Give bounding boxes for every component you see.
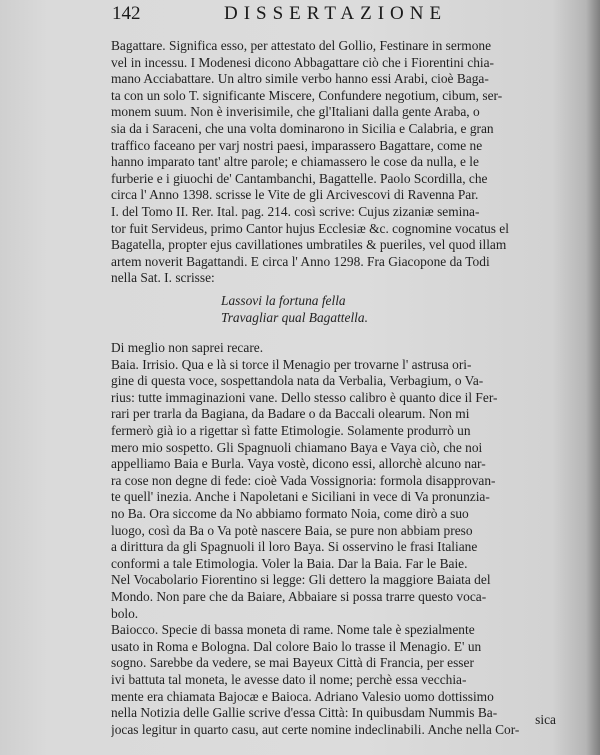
text-line: monem suum. Non è inverisimile, che gl'Italiani dalla gente Araba, o [111, 104, 480, 120]
text-line: bolo. [111, 605, 139, 621]
text-line: hanno imparato tant' altre parole; e chiamassero le cose da nulla, e le [111, 154, 479, 170]
text-line: Mondo. Non pare che da Baiare, Abbaiare si possa trarre questo voca- [111, 589, 487, 604]
text-line: luogo, così da Ba o Va potè nascere Baia, se pure non abbiam preso [111, 522, 473, 538]
catchword: sica [535, 712, 556, 727]
text-line: artem noverit Bagattandi. E circa l' Anno 1298. Fra Giacopone da Todi [111, 253, 490, 269]
text-line: Bagattare. Significa esso, per attestato del Gollio, Festinare in sermone [111, 38, 492, 53]
text-line: conformi a tale Etimologia. Voler la Baia. Dar la Baia. Far le Baie. [111, 555, 468, 571]
text-line: mente era chiamata Bajocæ e Baioca. Adriano Valesio uomo dottissimo [111, 688, 494, 704]
text-line: a dirittura da gli Spagnuoli il loro Baya. Si osservino le frasi Italiane [111, 539, 478, 555]
text-line: nella Sat. I. scrisse: [111, 270, 215, 286]
text-line: appelliamo Baia e Burla. Vaya vostè, dicono essi, allorchè alcuno nar- [111, 456, 486, 472]
text-line: Baia. Irrisio. Qua e là si torce il Menagio per trovarne l' astrusa ori- [111, 356, 472, 372]
text-line: te quell' inezia. Anche i Napoletani e Siciliani in vece di Va pronunzia- [111, 489, 490, 505]
verse-line: Lassovi la fortuna fella [221, 292, 346, 308]
text-line: usato in Roma e Bologna. Dal colore Baio lo trasse il Menagio. E' un [111, 638, 482, 654]
text-line: Bagatella, propter ejus cavillationes umbratiles & pueriles, vel quod illam [111, 237, 507, 253]
text-line: fermerò già io a rigettar sì fatte Etimologie. Solamente produrrò un [111, 423, 471, 439]
text-line: mero mio sospetto. Gli Spagnuoli chiamano Baya e Vaya ciò, che noi [111, 439, 483, 455]
page-shadow-edge [586, 0, 600, 755]
text-line: ta con un solo T. significante Miscere, Confundere negotium, cibum, ser- [111, 87, 503, 103]
page-body [111, 38, 556, 738]
text-line: jocas legitur in quarto casu, aut certe nomine indeclinabili. Anche nella Cor- [111, 721, 520, 737]
text-line: traffico faceano per varj nostri paesi, imparassero Bagattare, come ne [111, 137, 483, 153]
text-line: nella Notizia delle Gallie scrive d'essa Città: In quibusdam Nummis Ba- [111, 705, 498, 721]
text-line: gine di questa voce, sospettandola nata da Verbalia, Verbagium, o Va- [111, 373, 484, 389]
verse-line: Travagliar qual Bagattella. [221, 309, 368, 325]
text-line: mano Acciabattare. Un altro simile verbo hanno essi Arabi, cioè Baga- [111, 71, 489, 87]
spacer [111, 326, 556, 340]
text-line: circa l' Anno 1398. scrisse le Vite de gli Arcivescovi di Ravenna Par. [111, 187, 479, 203]
running-head: DISSERTAZIONE [224, 3, 448, 24]
page-number: 142 [112, 3, 141, 24]
text-line: no Ba. Ora siccome da No abbiamo formato Noia, come dirò a suo [111, 506, 469, 522]
text-line: Di meglio non saprei recare. [111, 340, 264, 356]
page-header [112, 3, 552, 33]
text-line: tor fuit Servideus, primo Cantor hujus Ecclesiæ &c. cognomine vocatus el [111, 220, 509, 236]
text-line: ivi battuta tal moneta, le avesse dato il nome; perchè essa vecchia- [111, 671, 467, 687]
text-line: vel in incessu. I Modenesi dicono Abbagattare ciò che i Fiorentini chia- [111, 54, 495, 70]
text-line: sia da i Saraceni, che una volta dominarono in Sicilia e Calabria, e gran [111, 120, 494, 136]
text-line: I. del Tomo II. Rer. Ital. pag. 214. così scrive: Cujus zizaniæ semina- [111, 203, 480, 219]
text-line: sogno. Sarebbe da vedere, se mai Bayeux Città di Francia, per esser [111, 655, 474, 671]
text-line: Nel Vocabolario Fiorentino si legge: Gli dettero la maggiore Baiata del [111, 572, 491, 588]
text-line: rari per trarla da Bagiana, da Badare o da Baccali olearum. Non mi [111, 406, 470, 422]
text-line: ra cose non degne di fede: cioè Vada Vossignoria: formola disapprovan- [111, 472, 496, 488]
text-line: furberie e i giuochi de' Cantambanchi, Bagattelle. Paolo Scordilla, che [111, 170, 488, 186]
text-line: rius: tutte immaginazioni vane. Dello stesso calibro è quanto dice il Fer- [111, 389, 498, 405]
text-line: Baiocco. Specie di bassa moneta di rame. Nome tale è spezialmente [111, 622, 475, 638]
